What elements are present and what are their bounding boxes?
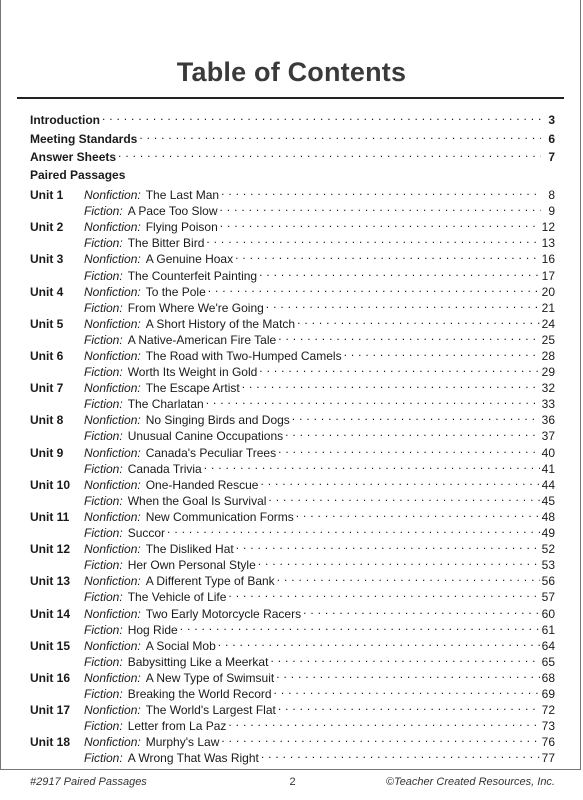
toc-entry-page: 57 [541,590,555,605]
section-heading: Paired Passages [30,168,126,183]
toc-entry-unit-4-fiction [30,296,555,315]
toc-entry-page: 33 [541,397,555,412]
genre-label: Nonfiction: [84,606,141,621]
genre-label: Nonfiction: [84,509,141,524]
unit-label: Unit 1 [30,188,64,203]
dot-leader [242,376,540,392]
title-divider [17,97,564,99]
toc-entry-page: 61 [541,622,555,637]
toc-entry-unit-18-nonfiction [30,730,555,750]
toc-entry-unit-16-nonfiction [30,666,555,685]
toc-entry-label: Introduction [30,113,100,127]
toc-entry-unit-13-fiction [30,585,555,605]
dot-leader [344,344,540,360]
genre-label: Fiction: [84,686,123,701]
genre-label: Nonfiction: [84,381,141,396]
dot-leader [208,280,540,296]
genre-label: Fiction: [84,751,123,766]
genre-label: Fiction: [84,461,123,476]
passage-title: The Charlatan [127,397,204,412]
footer-page-number: 2 [289,776,296,788]
genre-label: Fiction: [84,429,123,444]
dot-leader [139,127,541,143]
dot-leader [278,328,539,344]
toc-entry-page: 9 [548,204,555,219]
genre-label: Nonfiction: [84,316,141,331]
toc-entry-unit-8-nonfiction [30,408,555,428]
passage-title: Two Early Motorcycle Racers [145,606,302,621]
genre-label: Fiction: [84,622,123,637]
dot-leader [276,666,539,682]
genre-label: Nonfiction: [84,735,141,750]
dot-leader [266,296,540,312]
toc-entry-page: 49 [541,526,555,541]
genre-label: Fiction: [84,526,123,541]
passage-title: Babysitting Like a Meerkat [127,654,269,669]
passage-title: Hog Ride [127,622,178,637]
toc-entry-page: 68 [541,670,555,685]
genre-label: Nonfiction: [84,349,141,363]
footer-copyright: ©Teacher Created Resources, Inc. [385,776,555,788]
passage-title: The Road with Two-Humped Camels [145,349,342,363]
unit-label: Unit 5 [30,316,64,331]
toc-entry-page: 13 [541,236,555,251]
genre-label: Nonfiction: [84,638,141,653]
toc-entry-page: 12 [541,220,555,235]
unit-label: Unit 4 [30,284,64,299]
toc-entry-unit-14-nonfiction [30,602,555,621]
unit-label: Unit 12 [30,542,71,557]
genre-label: Nonfiction: [84,445,141,460]
dot-leader [278,698,540,714]
dot-leader [220,215,540,231]
toc-entry-unit-18-fiction [30,746,555,766]
passage-title: The Bitter Bird [127,236,205,251]
passage-title: Canada's Peculiar Trees [145,445,277,460]
toc-entry-page: 20 [541,284,555,299]
dot-leader [260,473,539,489]
toc-entry-page: 28 [541,349,555,363]
passage-title: Breaking the World Record [127,686,272,701]
toc-entry-unit-17-nonfiction [30,698,555,718]
toc-entry-meeting-standards [30,127,555,146]
passage-title: Succor [127,526,166,541]
toc-entry-page: 37 [541,429,555,444]
toc-entry-label: Answer Sheets [30,150,117,165]
toc-entry-unit-14-fiction [30,618,555,637]
passage-title: The Vehicle of Life [127,590,227,605]
toc-entry-page: 44 [541,477,555,492]
toc-entry-page: 36 [541,413,555,428]
toc-entry-unit-10-nonfiction [30,473,555,492]
toc-entry-page: 56 [541,574,555,589]
toc-entry-page: 65 [541,654,555,669]
toc-entry-answer-sheets [30,145,555,164]
dot-leader [258,553,540,569]
genre-label: Nonfiction: [84,703,141,718]
toc-entry-unit-4-nonfiction [30,280,555,299]
toc-entry-unit-11-fiction [30,521,555,541]
toc-entry-page: 76 [541,735,555,750]
toc-entry-page: 6 [548,131,555,146]
toc-entry-page: 8 [548,188,555,203]
toc-entry-introduction [30,108,555,127]
unit-label: Unit 14 [30,606,71,621]
toc-entry-label: Meeting Standards [30,131,138,146]
toc-entry-unit-5-fiction [30,328,555,347]
passage-title: A Wrong That Was Right [127,751,259,766]
toc-entry-page: 16 [541,252,555,267]
toc-entry-unit-7-fiction [30,392,555,412]
dot-leader [228,585,539,601]
genre-label: Nonfiction: [84,252,141,267]
toc-entry-unit-12-nonfiction [30,537,555,557]
passage-title: Flying Poison [145,220,218,235]
passage-title: The World's Largest Flat [145,703,276,718]
passage-title: A Social Mob [145,638,216,653]
passage-title: Letter from La Paz [127,719,227,734]
dot-leader [285,424,540,440]
genre-label: Nonfiction: [84,188,141,203]
page-title: Table of Contents [176,57,407,87]
dot-leader [259,360,539,376]
passage-title: Canada Trivia [127,461,202,476]
toc-entry-page: 32 [541,381,555,396]
genre-label: Nonfiction: [84,670,141,685]
genre-label: Nonfiction: [84,542,141,557]
dot-leader [268,489,539,505]
passage-title: When the Goal Is Survival [127,493,267,508]
genre-label: Fiction: [84,397,123,412]
toc-entry-unit-7-nonfiction [30,376,555,396]
genre-label: Nonfiction: [84,413,141,428]
table-of-contents [30,108,555,766]
passage-title: A New Type of Swimsuit [145,670,275,685]
passage-title: A Native-American Fire Tale [127,332,277,347]
unit-label: Unit 11 [30,509,70,524]
dot-leader [102,108,541,124]
dot-leader [236,537,540,553]
dot-leader [303,602,540,618]
dot-leader [259,264,540,280]
unit-list [30,183,555,766]
passage-title: The Disliked Hat [145,542,234,557]
toc-entry-page: 41 [541,461,555,476]
toc-entry-page: 77 [541,751,555,766]
passage-title: Unusual Canine Occupations [127,429,284,444]
genre-label: Fiction: [84,719,123,734]
toc-entry-page: 73 [541,719,555,734]
toc-entry-unit-15-fiction [30,650,555,669]
passage-title: To the Pole [145,284,206,299]
genre-label: Nonfiction: [84,477,141,492]
passage-title: Her Own Personal Style [127,558,256,573]
toc-entry-unit-2-nonfiction [30,215,555,235]
unit-label: Unit 6 [30,349,64,363]
dot-leader [278,441,540,457]
toc-entry-unit-8-fiction [30,424,555,444]
passage-title: The Escape Artist [145,381,240,396]
passage-title: From Where We're Going [127,300,264,315]
toc-entry-page: 45 [541,493,555,508]
genre-label: Fiction: [84,493,123,508]
toc-entry-page: 21 [541,300,555,315]
genre-label: Fiction: [84,590,123,605]
genre-label: Fiction: [84,236,123,251]
passage-title: New Communication Forms [145,509,294,524]
dot-leader [206,231,539,247]
toc-entry-unit-5-nonfiction [30,312,555,331]
unit-label: Unit 8 [30,413,64,428]
dot-leader [297,312,540,328]
passage-title: A Short History of the Match [145,316,296,331]
toc-entry-unit-15-nonfiction [30,634,555,653]
toc-entry-page: 25 [541,332,555,347]
toc-entry-unit-13-nonfiction [30,569,555,589]
toc-entry-unit-17-fiction [30,714,555,734]
unit-label: Unit 3 [30,252,64,267]
toc-entry-unit-9-nonfiction [30,441,555,460]
passage-title: Murphy's Law [145,735,220,750]
genre-label: Fiction: [84,332,123,347]
unit-label: Unit 16 [30,670,71,685]
dot-leader [277,569,540,585]
toc-entry-page: 40 [541,445,555,460]
unit-label: Unit 7 [30,381,64,396]
passage-title: One-Handed Rescue [145,477,259,492]
passage-title: A Pace Too Slow [127,204,218,219]
toc-entry-page: 53 [541,558,555,573]
toc-entry-unit-6-nonfiction [30,344,555,363]
genre-label: Fiction: [84,558,123,573]
dot-leader [206,392,540,408]
unit-label: Unit 17 [30,703,71,718]
dot-leader [235,247,540,263]
toc-entry-page: 69 [541,686,555,701]
dot-leader [274,682,540,698]
toc-entry-page: 17 [541,268,555,283]
toc-entry-page: 72 [541,703,555,718]
genre-label: Nonfiction: [84,284,141,299]
toc-entry-unit-6-fiction [30,360,555,380]
dot-leader [228,714,539,730]
dot-leader [221,730,539,746]
dot-leader [220,199,541,215]
footer-book-title: #2917 Paired Passages [30,776,147,788]
toc-entry-page: 48 [541,509,555,524]
paired-passages-heading [30,164,555,183]
toc-entry-unit-3-nonfiction [30,247,555,267]
unit-label: Unit 13 [30,574,71,589]
genre-label: Fiction: [84,268,123,283]
toc-entry-page: 7 [548,150,555,165]
passage-title: A Genuine Hoax [145,252,234,267]
toc-entry-page: 52 [541,542,555,557]
toc-entry-unit-1-nonfiction [30,183,555,203]
dot-leader [118,145,541,161]
passage-title: A Different Type of Bank [145,574,275,589]
dot-leader [167,521,540,537]
toc-entry-unit-16-fiction [30,682,555,701]
genre-label: Nonfiction: [84,574,141,589]
toc-entry-unit-2-fiction [30,231,555,251]
dot-leader [218,634,540,650]
passage-title: Worth Its Weight in Gold [127,365,258,380]
unit-label: Unit 9 [30,445,64,460]
genre-label: Fiction: [84,204,123,219]
toc-entry-unit-9-fiction [30,457,555,476]
unit-label: Unit 15 [30,638,71,653]
passage-title: The Counterfeit Painting [127,268,258,283]
dot-leader [292,408,540,424]
unit-label: Unit 2 [30,220,64,235]
dot-leader [221,183,541,199]
toc-entry-unit-12-fiction [30,553,555,573]
toc-entry-unit-10-fiction [30,489,555,508]
passage-title: No Singing Birds and Dogs [145,413,290,428]
genre-label: Fiction: [84,654,123,669]
passage-title: The Last Man [145,188,220,203]
dot-leader [261,746,540,762]
toc-entry-unit-3-fiction [30,264,555,283]
dot-leader [296,505,540,521]
genre-label: Fiction: [84,365,123,380]
toc-entry-page: 29 [541,365,555,380]
toc-entry-unit-11-nonfiction [30,505,555,524]
toc-entry-page: 64 [541,638,555,653]
toc-entry-page: 60 [541,606,555,621]
dot-leader [204,457,540,473]
dot-leader [270,650,539,666]
unit-label: Unit 10 [30,477,71,492]
genre-label: Fiction: [84,300,123,315]
genre-label: Nonfiction: [84,220,141,235]
dot-leader [180,618,540,634]
toc-entry-unit-1-fiction [30,199,555,219]
toc-entry-page: 24 [541,316,555,331]
toc-entry-page: 3 [548,113,555,127]
unit-label: Unit 18 [30,735,71,750]
